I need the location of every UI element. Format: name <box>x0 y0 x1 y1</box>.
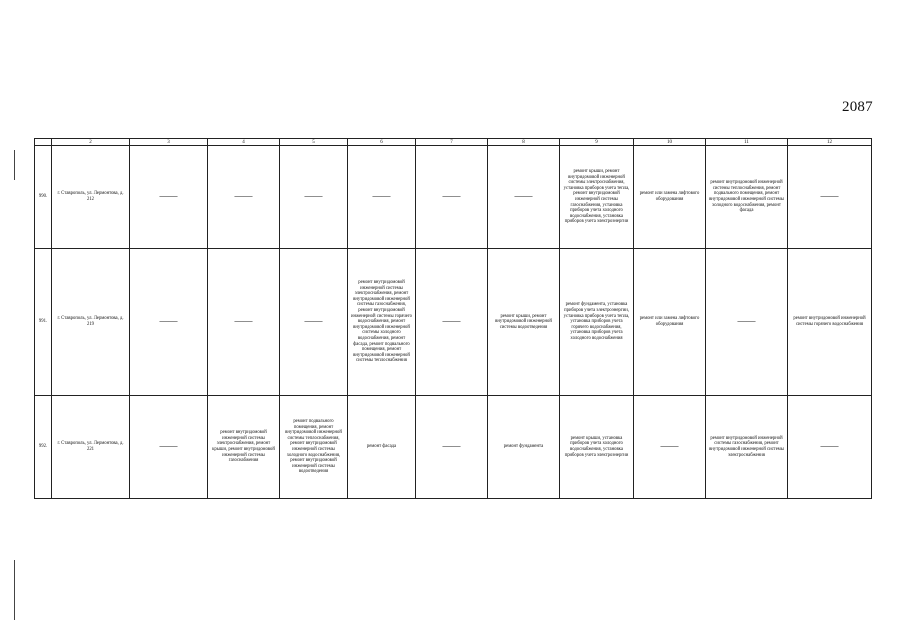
table-cell: ремонт внутридомовой инженерной системы горячего водоснабжения <box>788 249 872 396</box>
row-number: 991. <box>35 249 52 396</box>
table-row <box>35 146 872 249</box>
dash-mark: —— <box>442 191 461 202</box>
table-cell: ремонт фундамента, установка приборов учета электроэнергии, установка приборов учета тепла, установка приборов учета горячего водоснабжения, установка приборов учета холодного водоснабжения <box>560 249 634 396</box>
dash-mark: —— <box>159 316 178 327</box>
dash-mark: —— <box>234 191 253 202</box>
dash-mark: —— <box>660 441 679 452</box>
table-cell: ремонт внутридомовой инженерной системы электроснабжения, ремонт крыши, ремонт внутридомовой инженерной системы газоснабжения <box>208 396 280 499</box>
table-cell <box>416 249 488 396</box>
scan-edge-mark <box>14 560 15 620</box>
column-number: 12 <box>788 139 872 146</box>
table-cell <box>416 396 488 499</box>
table-cell <box>788 396 872 499</box>
table-cell <box>706 249 788 396</box>
column-number: 4 <box>208 139 280 146</box>
column-number: 7 <box>416 139 488 146</box>
table-cell: ремонт фундамента <box>488 396 560 499</box>
dash-mark: —— <box>304 316 323 327</box>
column-number: 8 <box>488 139 560 146</box>
row-address: г. Ставрополь, ул. Лермонтова, д. 212 <box>52 146 130 249</box>
dash-mark: —— <box>234 316 253 327</box>
table-cell <box>348 146 416 249</box>
table-cell <box>208 146 280 249</box>
table-row <box>35 249 872 396</box>
row-number: 990. <box>35 146 52 249</box>
row-address: г. Ставрополь, ул. Лермонтова, д. 219 <box>52 249 130 396</box>
table-cell: ремонт или замена лифтового оборудования <box>634 249 706 396</box>
table-cell <box>280 249 348 396</box>
scan-edge-mark <box>14 150 15 180</box>
table-cell: ремонт внутридомовой инженерной системы электроснабжения, ремонт внутридомовой инженерной системы газоснабжения, ремонт внутридомовой инженерной системы горячего водоснабжения, ремонт внутридомовой инженерной системы холодного водоснабжения, ремонт фасада, ремонт подвального помещения, ремонт внутридомовой инженерной системы теплоснабжения <box>348 249 416 396</box>
table-cell <box>634 396 706 499</box>
column-number: 11 <box>706 139 788 146</box>
dash-mark: —— <box>737 316 756 327</box>
dash-mark: —— <box>442 316 461 327</box>
table-cell <box>208 249 280 396</box>
column-number: 3 <box>130 139 208 146</box>
dash-mark: —— <box>820 191 839 202</box>
table-cell: ремонт крыши, ремонт внутридомовой инженерной системы водоотведения <box>488 249 560 396</box>
column-number: 6 <box>348 139 416 146</box>
table-row <box>35 396 872 499</box>
table-cell: ремонт крыши, ремонт внутридомовой инженерной системы электроснабжения, установка приборов учета тепла, ремонт внутридомовой инженерной системы газоснабжения, установка приборов учета холодного водоснабжения, установка приборов учета электроэнергии <box>560 146 634 249</box>
dash-mark: —— <box>304 191 323 202</box>
dash-mark: —— <box>442 441 461 452</box>
column-number <box>35 139 52 146</box>
row-address: г. Ставрополь, ул. Лермонтова, д. 221 <box>52 396 130 499</box>
page-number: 2087 <box>842 99 873 115</box>
column-number: 10 <box>634 139 706 146</box>
repair-program-table <box>34 138 872 499</box>
dash-mark: —— <box>514 191 533 202</box>
dash-mark: —— <box>159 191 178 202</box>
row-number: 992. <box>35 396 52 499</box>
table-cell <box>280 146 348 249</box>
dash-mark: —— <box>159 441 178 452</box>
table-cell <box>130 146 208 249</box>
dash-mark: —— <box>820 441 839 452</box>
table-cell: ремонт подвального помещения, ремонт внутридомовой инженерной системы теплоснабжения, ремонт внутридомовой инженерной системы холодного водоснабжения, ремонт внутридомовой инженерной системы водоотведения <box>280 396 348 499</box>
table-cell <box>416 146 488 249</box>
table-cell: ремонт фасада <box>348 396 416 499</box>
table-cell: ремонт внутридомовой инженерной системы газоснабжения, ремонт внутридомовой инженерной системы электроснабжения <box>706 396 788 499</box>
table-cell <box>130 249 208 396</box>
table-cell <box>488 146 560 249</box>
table-cell <box>788 146 872 249</box>
column-number: 2 <box>52 139 130 146</box>
column-number: 9 <box>560 139 634 146</box>
table-cell: ремонт крыши, установка приборов учета холодного водоснабжения, установка приборов учета электроэнергии <box>560 396 634 499</box>
dash-mark: —— <box>372 191 391 202</box>
table-cell: ремонт или замена лифтового оборудования <box>634 146 706 249</box>
table-cell: ремонт внутридомовой инженерной системы теплоснабжения, ремонт подвального помещения, ремонт внутридомовой инженерной системы холодного водоснабжения, ремонт фасада <box>706 146 788 249</box>
table-cell <box>130 396 208 499</box>
column-number: 5 <box>280 139 348 146</box>
column-number-row <box>35 139 872 146</box>
